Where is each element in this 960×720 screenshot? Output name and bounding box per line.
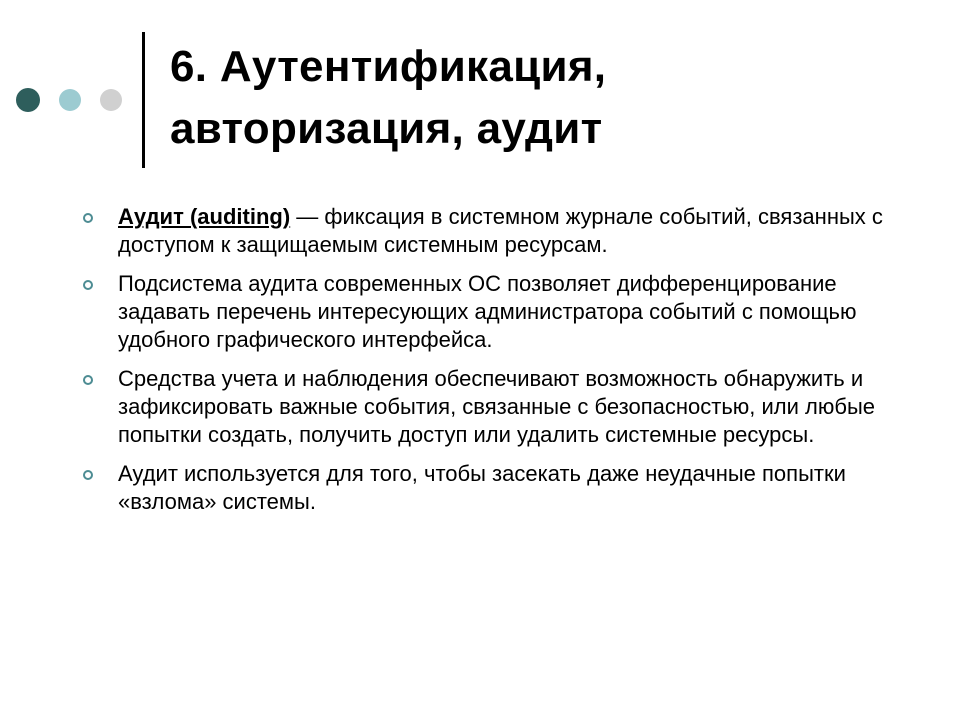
- bullet-text: Средства учета и наблюдения обеспечивают возможность обнаружить и зафиксировать важные события, связанные с безопасностью, или любые попытки создать, получить доступ или удалить системные ресурсы.: [118, 366, 876, 447]
- bullet-item-auditing-definition: [80, 203, 910, 259]
- light-teal-dot-icon: [59, 89, 81, 111]
- bullet-text: — фиксация в системном журнале событий, связанных с доступом к защищаемым системным ресурсам.: [118, 204, 883, 257]
- decorative-dots: [16, 87, 122, 113]
- auditing-term: Аудит (auditing): [118, 204, 291, 229]
- bullet-text: Подсистема аудита современных ОС позволяет дифференцирование задавать перечень интересующих администратора событий с помощью удобного графического интерфейса.: [118, 271, 857, 352]
- bullet-item-monitoring-tools: [80, 365, 910, 449]
- ring-bullet-icon: [83, 375, 93, 385]
- bullet-list: [80, 203, 910, 527]
- ring-bullet-icon: [83, 470, 93, 480]
- bullet-item-audit-subsystem: [80, 270, 910, 354]
- ring-bullet-icon: [83, 280, 93, 290]
- dark-teal-dot-icon: [16, 88, 40, 112]
- gray-dot-icon: [100, 89, 122, 111]
- bullet-item-audit-usage: [80, 460, 910, 516]
- ring-bullet-icon: [83, 213, 93, 223]
- slide-title-line-1: 6. Аутентификация,: [170, 42, 607, 91]
- slide-title-line-2: авторизация, аудит: [170, 104, 603, 153]
- bullet-text: Аудит используется для того, чтобы засекать даже неудачные попытки «взлома» системы.: [118, 461, 846, 514]
- title-divider: [142, 32, 145, 168]
- slide-title: [170, 36, 930, 160]
